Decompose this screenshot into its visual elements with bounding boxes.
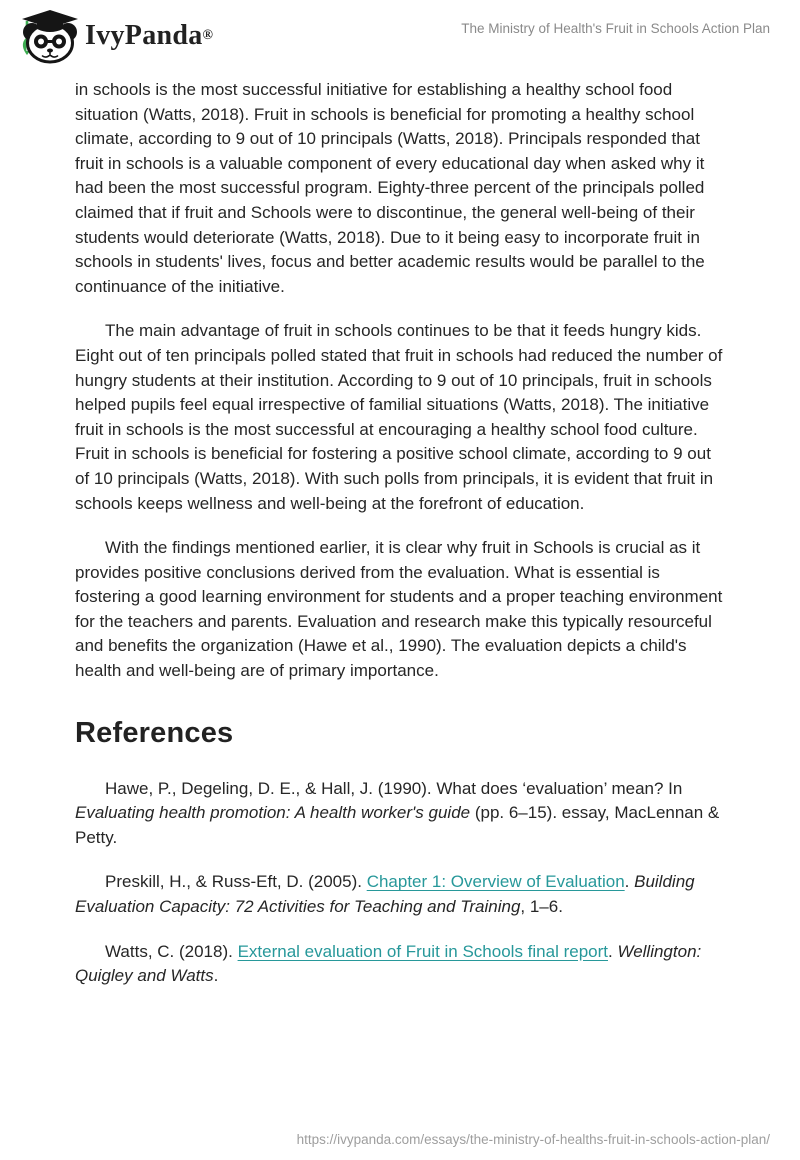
reference-entry [75, 940, 723, 989]
reference-link[interactable]: Chapter 1: Overview of Evaluation [366, 872, 625, 892]
reference-text: Preskill, H., & Russ-Eft, D. (2005). [105, 872, 367, 892]
paragraph: With the findings mentioned earlier, it is clear why fruit in Schools is crucial as it provides positive conclusions derived from the evaluation. What is essential is fostering a good learning environment for students and a proper teaching environment for the teachers and parents. Evaluation and research make this typically resourceful and benefits the organization (Hawe et al., 1990). The evaluation depicts a child's health and well-being are of primary importance. [75, 538, 723, 681]
references-heading: References [75, 716, 234, 749]
reference-text: . [608, 941, 618, 961]
reference-entry [75, 777, 723, 851]
reference-text: Hawe, P., Degeling, D. E., & Hall, J. (1990). What does ‘evaluation’ mean? In [105, 778, 683, 798]
reference-source-title: Evaluating health promotion: A health worker's guide [75, 803, 471, 823]
ivypanda-logo-icon [14, 8, 80, 64]
reference-text: , 1–6. [520, 897, 563, 917]
brand [14, 8, 213, 64]
reference-text: (pp. 6–15). essay, MacLennan & Petty. [75, 803, 720, 847]
paragraph: The main advantage of fruit in schools continues to be that it feeds hungry kids. Eight out of ten principals polled stated that fruit in schools had reduced the number of hungry students at their institution. According to 9 out of 10 principals, fruit in schools helped pupils feel equal irrespective of familial situations (Watts, 2018). The initiative fruit in schools is the most successful at encouraging a healthy school food culture. Fruit in schools is beneficial for fostering a positive school climate, according to 9 out of 10 principals (Watts, 2018). With such polls from principals, it is evident that fruit in schools keeps wellness and well-being at the forefront of education. [75, 321, 723, 513]
reference-text: . [213, 966, 219, 986]
reference-text: . [624, 872, 635, 892]
references-list [75, 777, 723, 989]
document-body [0, 68, 800, 989]
document-header-title: The Ministry of Health's Fruit in Schools Action Plan [461, 21, 770, 36]
page-header [0, 0, 800, 68]
reference-source-title: Wellington: Quigley and Watts [75, 941, 702, 986]
reference-entry [75, 870, 723, 919]
paragraph-continuation: in schools is the most successful initiative for establishing a healthy school food situation (Watts, 2018). Fruit in schools is beneficial for promoting a healthy school climate, according to 9 out of 10 principals (Watts, 2018). Principals responded that fruit in schools is a valuable component of every educational day when asked why it had been the most successful program. Eighty-three percent of the principals polled claimed that if fruit and Schools were to discontinue, the general well-being of their students would deteriorate (Watts, 2018). Due to it being easy to incorporate fruit in schools in students' lives, focus and better academic results would be parallel to the continuance of the initiative. [75, 80, 705, 296]
footer-url: https://ivypanda.com/essays/the-ministry-of-healths-fruit-in-schools-action-plan/ [296, 1132, 770, 1147]
reference-text: Watts, C. (2018). [105, 941, 238, 961]
brand-registered-mark: ® [202, 28, 214, 43]
reference-source-title: Building Evaluation Capacity: 72 Activities for Teaching and Training [75, 872, 695, 917]
reference-link[interactable]: External evaluation of Fruit in Schools final report [237, 941, 608, 961]
brand-name: IvyPanda [85, 20, 203, 51]
